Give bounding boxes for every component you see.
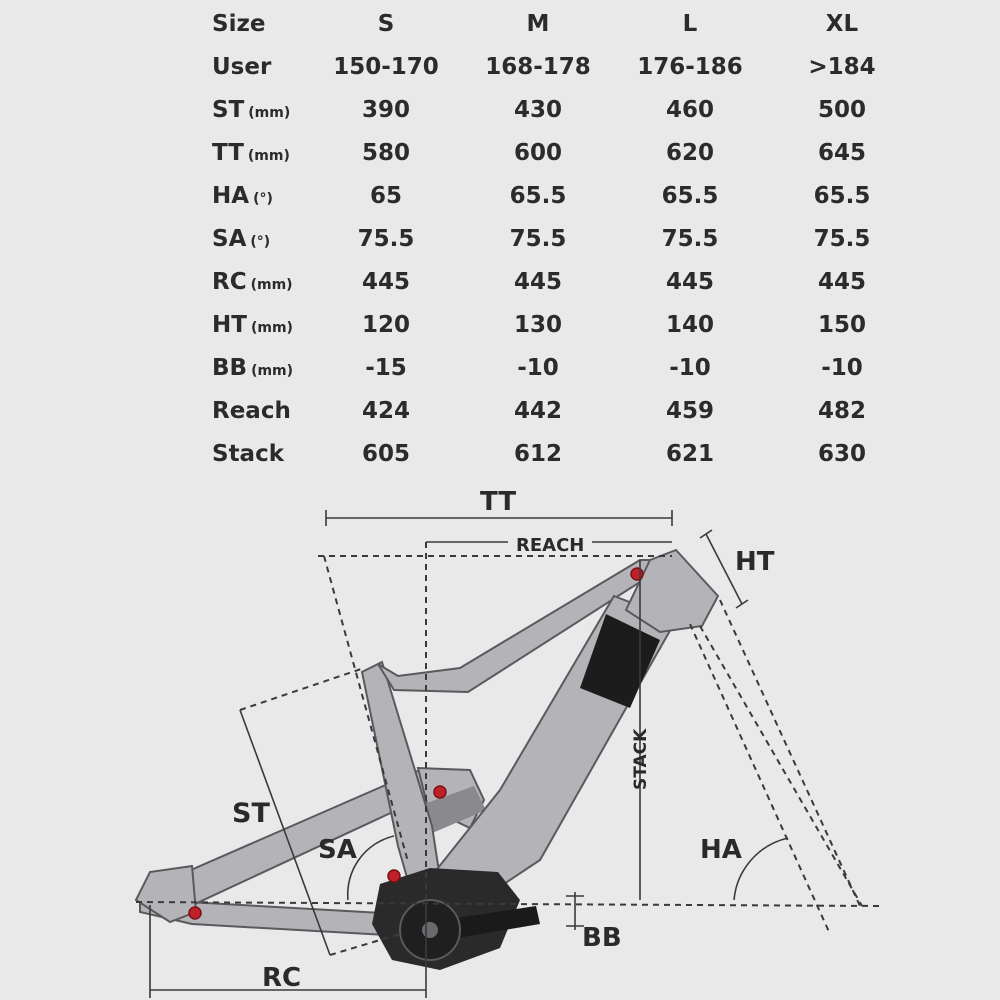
pivot-main (388, 870, 400, 882)
row-label (212, 174, 332, 217)
stack-label: STACK (631, 728, 651, 790)
pivot-rocker (434, 786, 446, 798)
table-row (212, 389, 940, 432)
table-cell: 445 (817, 268, 866, 295)
row-label (212, 131, 332, 174)
table-cell: 460 (665, 96, 714, 123)
geometry-table (212, 2, 940, 475)
row-label-text: HA (212, 182, 250, 209)
table-cell: 75.5 (661, 225, 719, 252)
table-cell: -10 (821, 354, 863, 381)
row-unit: (mm) (247, 147, 290, 164)
table-cell: 445 (361, 268, 410, 295)
table-cell: 600 (513, 139, 562, 166)
row-label (212, 217, 332, 260)
table-row (212, 260, 940, 303)
st-label: ST (232, 798, 270, 829)
row-label-text: BB (212, 354, 248, 381)
table-header-row (212, 2, 940, 45)
row-label (212, 346, 332, 389)
table-cell: -15 (365, 354, 407, 381)
row-label (212, 303, 332, 346)
row-unit: (mm) (248, 104, 291, 121)
row-label-text: HT (212, 311, 247, 338)
ht-label: HT (735, 547, 775, 577)
table-cell: XL (825, 10, 859, 37)
row-label-text: SA (212, 225, 247, 252)
row-label-text: Size (212, 10, 266, 37)
table-cell: -10 (517, 354, 559, 381)
frame-geometry-diagram (0, 470, 1000, 1000)
table-cell: 75.5 (357, 225, 415, 252)
pivot-dropout (189, 907, 201, 919)
row-label (212, 45, 332, 88)
table-cell: 424 (361, 397, 410, 424)
table-row (212, 432, 940, 475)
table-cell: 176-186 (637, 53, 743, 80)
tt-label: TT (480, 487, 517, 517)
table-cell: >184 (808, 53, 876, 80)
table-cell: 120 (361, 311, 410, 338)
table-cell: 140 (665, 311, 714, 338)
row-label (212, 432, 332, 475)
sa-label: SA (318, 835, 357, 865)
table-cell: 65.5 (813, 182, 871, 209)
rc-label: RC (262, 963, 302, 993)
table-cell: -10 (669, 354, 711, 381)
reach-label: REACH (516, 535, 585, 556)
table-row (212, 303, 940, 346)
table-cell: 150 (817, 311, 866, 338)
table-cell: 65.5 (509, 182, 567, 209)
table-cell: 445 (513, 268, 562, 295)
table-cell: L (682, 10, 698, 37)
table-cell: 645 (817, 139, 866, 166)
table-cell: 168-178 (485, 53, 591, 80)
table-cell: 580 (361, 139, 410, 166)
row-label-text: RC (212, 268, 247, 295)
row-unit: (°) (250, 233, 271, 250)
table-row (212, 45, 940, 88)
row-unit: (°) (253, 190, 273, 207)
table-cell: 75.5 (509, 225, 567, 252)
table-cell: 75.5 (813, 225, 871, 252)
table-cell: 630 (817, 440, 866, 467)
row-label (212, 260, 332, 303)
table-cell: 612 (513, 440, 562, 467)
crank-spindle (422, 922, 438, 938)
table-cell: 442 (513, 397, 562, 424)
row-unit: (mm) (250, 319, 293, 336)
row-unit: (mm) (251, 362, 294, 379)
table-cell: 459 (665, 397, 714, 424)
table-cell: 482 (817, 397, 866, 424)
row-label-text: TT (212, 139, 244, 166)
row-label-text: ST (212, 96, 245, 123)
table-row (212, 217, 940, 260)
row-label (212, 88, 332, 131)
table-cell: M (526, 10, 550, 37)
table-cell: 445 (665, 268, 714, 295)
row-label (212, 2, 332, 45)
ha-label: HA (700, 835, 742, 865)
row-label-text: Reach (212, 397, 291, 424)
table-cell: 150-170 (333, 53, 439, 80)
row-unit: (mm) (250, 276, 293, 293)
table-cell: 430 (513, 96, 562, 123)
table-row (212, 88, 940, 131)
table-cell: 65 (369, 182, 402, 209)
table-cell: 65.5 (661, 182, 719, 209)
table-row (212, 346, 940, 389)
table-cell: 605 (361, 440, 410, 467)
bb-label: BB (582, 923, 622, 953)
table-cell: 500 (817, 96, 866, 123)
table-cell: 621 (665, 440, 714, 467)
table-cell: S (377, 10, 395, 37)
table-cell: 130 (513, 311, 562, 338)
row-label-text: User (212, 53, 272, 80)
row-label-text: Stack (212, 440, 285, 467)
row-label (212, 389, 332, 432)
table-cell: 620 (665, 139, 714, 166)
table-row (212, 131, 940, 174)
table-cell: 390 (361, 96, 410, 123)
table-row (212, 174, 940, 217)
pivot-headset (631, 568, 643, 580)
